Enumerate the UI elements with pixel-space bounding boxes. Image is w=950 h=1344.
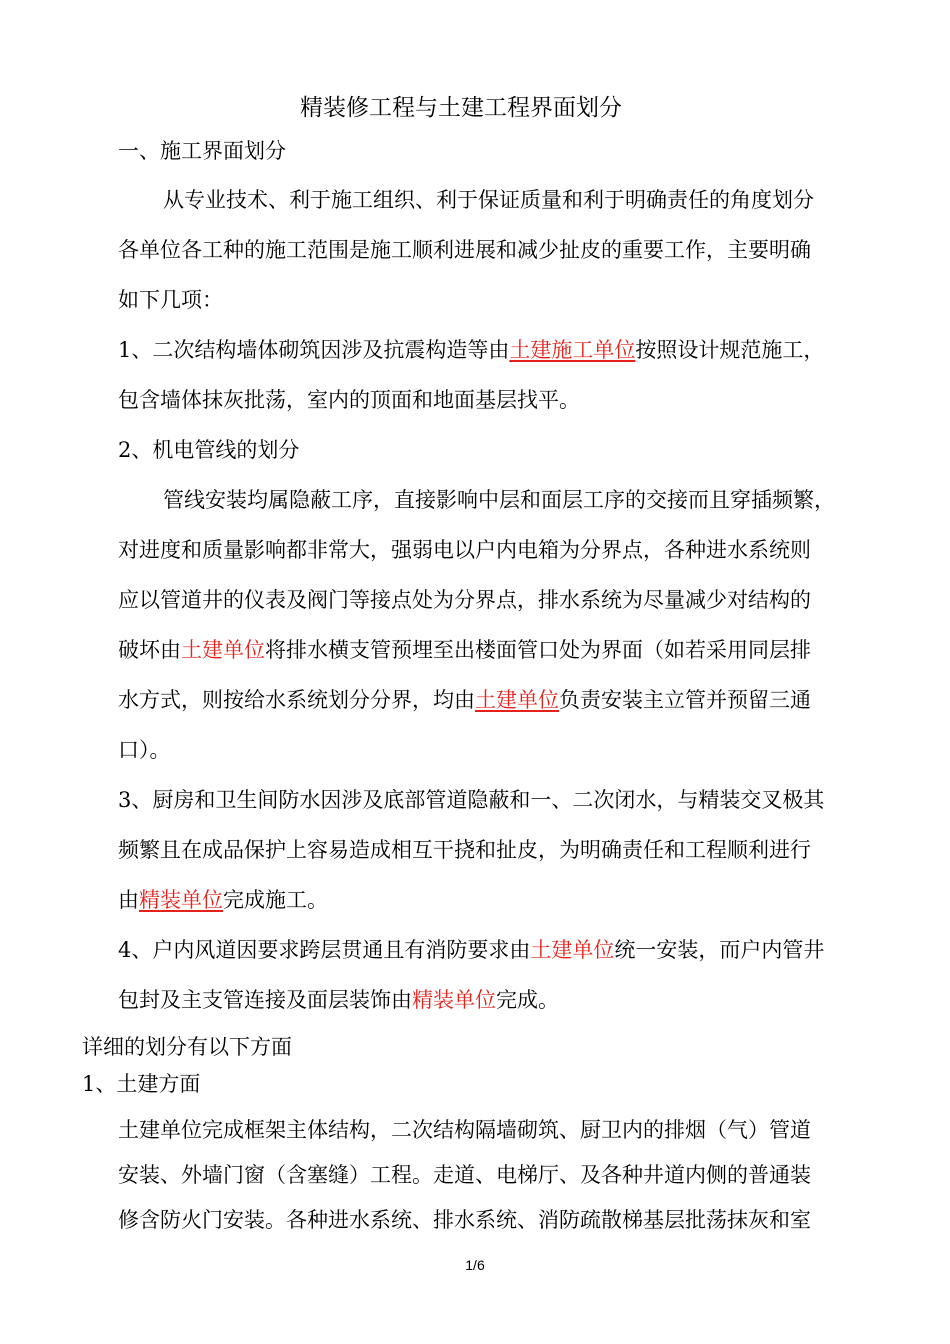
page-title: 精装修工程与土建工程界面划分 [300,95,622,121]
item4-l2-highlight: 精装单位 [412,988,496,1012]
item2-l4-text-a: 破坏由 [118,638,181,662]
sub1-line-1: 土建单位完成框架主体结构，二次结构隔墙砌筑、厨卫内的排烟（气）管道 [118,1118,811,1142]
item1-line-2: 包含墙体抹灰批荡，室内的顶面和地面基层找平。 [118,388,580,412]
item4-l1-text-b: 统一安装，而户内管井 [614,938,825,962]
item2-l5-highlight: 土建单位 [475,688,559,712]
item3-line-1: 3、厨房和卫生间防水因涉及底部管道隐蔽和一、二次闭水，与精装交叉极其 [118,788,825,812]
item2-line-5 [118,687,811,713]
item3-line-3 [118,887,328,913]
item4-l1-highlight: 土建单位 [530,938,615,962]
item3-text-a: 由 [118,888,139,912]
item1-text-a: 1、二次结构墙体砌筑因涉及抗震构造等由 [118,338,510,362]
subsection-heading: 1、土建方面 [82,1072,201,1096]
item4-l2-text-a: 包封及主支管连接及面层装饰由 [118,988,412,1012]
intro-line-2: 各单位各工种的施工范围是施工顺利进展和减少扯皮的重要工作，主要明确 [118,238,811,262]
item2-line-3: 应以管道井的仪表及阀门等接点处为分界点，排水系统为尽量减少对结构的 [118,588,811,612]
section-heading: 一、施工界面划分 [118,139,286,163]
item4-l2-text-b: 完成。 [496,988,559,1012]
intro-line-3: 如下几项： [118,288,223,312]
sub1-line-2: 安装、外墙门窗（含塞缝）工程。走道、电梯厅、及各种井道内侧的普通装 [118,1163,811,1187]
item2-line-1: 管线安装均属隐蔽工序，直接影响中层和面层工序的交接而且穿插频繁， [163,488,835,512]
item2-l5-text-b: 负责安装主立管并预留三通 [559,688,811,712]
item2-heading: 2、机电管线的划分 [118,438,300,462]
detail-heading: 详细的划分有以下方面 [82,1035,292,1059]
item2-line-6: 口）。 [118,738,171,762]
item3-highlight: 精装单位 [139,888,223,912]
item3-line-2: 频繁且在成品保护上容易造成相互干挠和扯皮，为明确责任和工程顺利进行 [118,838,811,862]
item4-l1-text-a: 4、户内风道因要求跨层贯通且有消防要求由 [118,938,531,962]
item3-text-b: 完成施工。 [223,888,328,912]
item2-line-4 [118,637,811,663]
item1-text-b: 按照设计规范施工， [635,338,825,362]
item4-line-1 [118,937,824,963]
item1-highlight: 土建施工单位 [509,338,636,362]
page-number: 1/6 [465,1257,485,1273]
item2-l4-highlight: 土建单位 [181,638,265,662]
item2-line-2: 对进度和质量影响都非常大，强弱电以户内电箱为分界点，各种进水系统则 [118,538,811,562]
item2-l4-text-b: 将排水横支管预埋至出楼面管口处为界面（如若采用同层排 [265,638,811,662]
intro-line-1: 从专业技术、利于施工组织、利于保证质量和利于明确责任的角度划分 [163,188,814,212]
sub1-line-3: 修含防火门安装。各种进水系统、排水系统、消防疏散梯基层批荡抹灰和室 [118,1208,811,1232]
item2-l5-text-a: 水方式，则按给水系统划分分界，均由 [118,688,475,712]
item1-line-1 [118,337,824,363]
item4-line-2 [118,987,559,1013]
